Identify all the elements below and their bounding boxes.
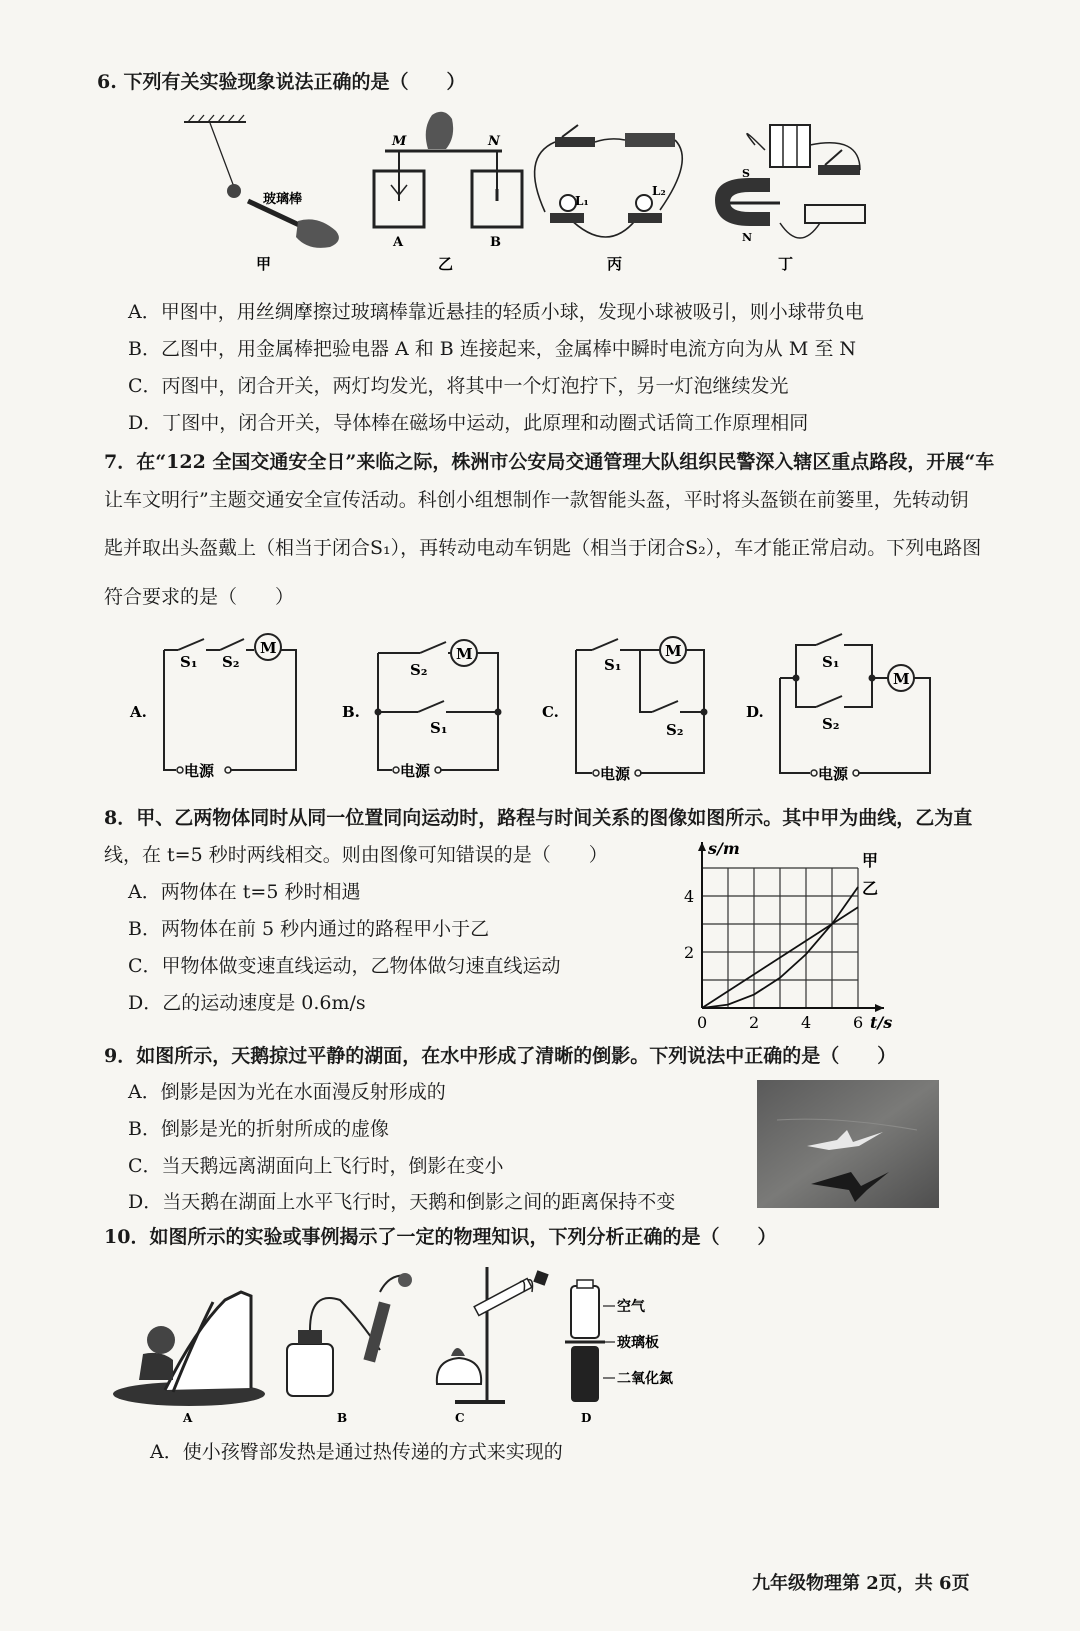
child-icon (147, 1326, 175, 1354)
q9-option-a: A．倒影是因为光在水面漫反射形成的 (128, 1081, 446, 1103)
svg-text:S₂: S₂ (822, 715, 840, 733)
svg-text:S₂: S₂ (222, 653, 240, 671)
svg-text:B: B (490, 235, 501, 250)
q9-stem: 9．如图所示，天鹅掠过平静的湖面，在水中形成了清晰的倒影。下列说法中正确的是（ ） (104, 1045, 897, 1067)
q10-stem: 10．如图所示的实验或事例揭示了一定的物理知识，下列分析正确的是（ ） (104, 1226, 777, 1248)
q7-line-4: 符合要求的是（ ） (104, 586, 295, 608)
rheostat-icon (805, 205, 865, 223)
switch-icon (818, 165, 860, 175)
svg-text:D: D (581, 1411, 592, 1425)
svg-text:B.: B. (342, 703, 360, 721)
hand-icon (398, 1273, 412, 1287)
q8-line-2: 线，在 t=5 秒时两线相交。则由图像可知错误的是（ ） (104, 844, 608, 866)
ball-icon (227, 184, 241, 198)
fig-label-jia: 甲 (256, 255, 272, 273)
q7-line-3: 匙并取出头盔戴上（相当于闭合S₁），再转动电动车钥匙（相当于闭合S₂），车才能正常启动。下列电路图 (104, 537, 982, 559)
svg-text:电源: 电源 (184, 762, 215, 780)
stopper-icon (533, 1270, 548, 1285)
q7-line-2: 让车文明行”主题交通安全宣传活动。科创小组想制作一款智能头盔，平时将头盔锁在前篓里，先转动钥 (104, 489, 969, 511)
svg-text:电源: 电源 (400, 762, 431, 780)
battery-icon (625, 133, 675, 147)
figure-yi (374, 112, 522, 273)
q10-option-a: A．使小孩臀部发热是通过热传递的方式来实现的 (150, 1441, 563, 1463)
svg-text:L₂: L₂ (652, 184, 666, 198)
hand-icon (426, 112, 453, 149)
q8-option-b: B．两物体在前 5 秒内通过的路程甲小于乙 (128, 918, 490, 940)
svg-text:D.: D. (746, 703, 764, 721)
svg-text:L₁: L₁ (575, 194, 589, 208)
x-tick-label: 0 (697, 1013, 708, 1032)
bulb-icon (636, 195, 652, 211)
svg-text:玻璃板: 玻璃板 (617, 1335, 659, 1351)
st-graph (680, 840, 910, 1035)
q9-option-b: B．倒影是光的折射所成的虚像 (128, 1118, 389, 1140)
svg-text:A: A (183, 1411, 193, 1425)
x-axis-label: t/s (870, 1013, 893, 1032)
x-tick-label: 6 (853, 1013, 864, 1032)
svg-text:M: M (665, 642, 682, 660)
circuit-a (129, 634, 296, 780)
svg-text:M: M (456, 645, 473, 663)
battery-icon (770, 125, 810, 167)
x-axis-arrow-icon (875, 1004, 884, 1012)
q6-figures (170, 105, 890, 280)
q8-option-a: A．两物体在 t=5 秒时相遇 (128, 881, 361, 903)
svg-text:M: M (260, 639, 277, 657)
svg-text:电源: 电源 (818, 765, 849, 783)
svg-text:A.: A. (130, 703, 147, 721)
y-axis-arrow-icon (698, 842, 706, 851)
svg-text:M: M (893, 670, 910, 688)
svg-text:S₁: S₁ (822, 653, 840, 671)
circuit-d (746, 634, 930, 783)
x-tick-label: 2 (749, 1013, 760, 1032)
figure-ding (715, 125, 865, 273)
lamp-icon (437, 1358, 481, 1384)
svg-text:C.: C. (542, 703, 559, 721)
svg-text:A: A (393, 235, 404, 250)
y-tick-label: 2 (684, 943, 695, 962)
svg-text:S₂: S₂ (410, 661, 428, 679)
switch-icon (555, 137, 595, 147)
svg-text:二氧化氮: 二氧化氮 (617, 1371, 673, 1387)
circuit-b (342, 640, 502, 780)
q8-line-1: 8．甲、乙两物体同时从同一位置同向运动时，路程与时间关系的图像如图所示。其中甲为曲线，乙为直 (104, 807, 973, 829)
svg-text:S₁: S₁ (180, 653, 198, 671)
swan-photo (757, 1080, 939, 1208)
q8-option-d: D．乙的运动速度是 0.6m/s (128, 992, 366, 1014)
q6-option-a: A．甲图中，用丝绸摩擦过玻璃棒靠近悬挂的轻质小球，发现小球被吸引，则小球带负电 (128, 301, 864, 323)
y-tick-label: 4 (684, 887, 695, 906)
svg-text:S₁: S₁ (430, 719, 448, 737)
figure-bing (535, 125, 683, 273)
q7-circuits (120, 625, 950, 795)
figure-bottle-pump (287, 1273, 412, 1425)
svg-text:N: N (488, 134, 500, 149)
svg-text:M: M (392, 134, 407, 149)
legend-label-jia: 甲 (862, 851, 879, 870)
q9-option-d: D．当天鹅在湖面上水平飞行时，天鹅和倒影之间的距离保持不变 (128, 1191, 676, 1213)
q6-option-c: C．丙图中，闭合开关，两灯均发光，将其中一个灯泡拧下，另一灯泡继续发光 (128, 375, 789, 397)
q6-option-d: D．丁图中，闭合开关，导体棒在磁场中运动，此原理和动圈式话筒工作原理相同 (128, 412, 809, 434)
svg-text:空气: 空气 (617, 1299, 645, 1315)
q8-option-c: C．甲物体做变速直线运动，乙物体做匀速直线运动 (128, 955, 561, 977)
bulb-icon (560, 195, 576, 211)
q7-line-1: 7．在“122 全国交通安全日”来临之际，株洲市公安局交通管理大队组织民警深入辖区重点路段，开展“车 (104, 451, 995, 473)
y-axis-label: s/m (708, 840, 740, 858)
svg-text:S₂: S₂ (666, 721, 684, 739)
circuit-c (542, 637, 708, 783)
q9-option-c: C．当天鹅远离湖面向上飞行时，倒影在变小 (128, 1155, 504, 1177)
figure-gas-diffusion (565, 1280, 673, 1425)
svg-text:电源: 电源 (600, 765, 631, 783)
figure-slide (113, 1292, 265, 1425)
page-footer: 九年级物理第 2页，共 6页 (752, 1573, 970, 1594)
fig-label-bing: 丙 (607, 255, 623, 273)
fig-label-yi: 乙 (438, 255, 454, 273)
q10-figures (105, 1262, 685, 1427)
tube-icon (474, 1279, 532, 1316)
hand-icon (296, 219, 339, 248)
svg-text:S₁: S₁ (604, 656, 622, 674)
svg-text:N: N (742, 231, 753, 244)
svg-text:S: S (742, 167, 750, 180)
glass-rod-label: 玻璃棒 (263, 192, 303, 207)
q6-stem: 6. 下列有关实验现象说法正确的是（ ） (97, 71, 466, 93)
figure-jia (184, 115, 339, 273)
svg-text:B: B (337, 1411, 348, 1425)
legend-label-yi: 乙 (862, 879, 879, 898)
svg-text:C: C (455, 1411, 465, 1425)
q6-option-b: B．乙图中，用金属棒把验电器 A 和 B 连接起来，金属棒中瞬时电流方向为从 M 至 N (128, 338, 857, 360)
fig-label-ding: 丁 (778, 255, 794, 273)
x-tick-label: 4 (801, 1013, 812, 1032)
figure-test-tube (437, 1267, 549, 1425)
